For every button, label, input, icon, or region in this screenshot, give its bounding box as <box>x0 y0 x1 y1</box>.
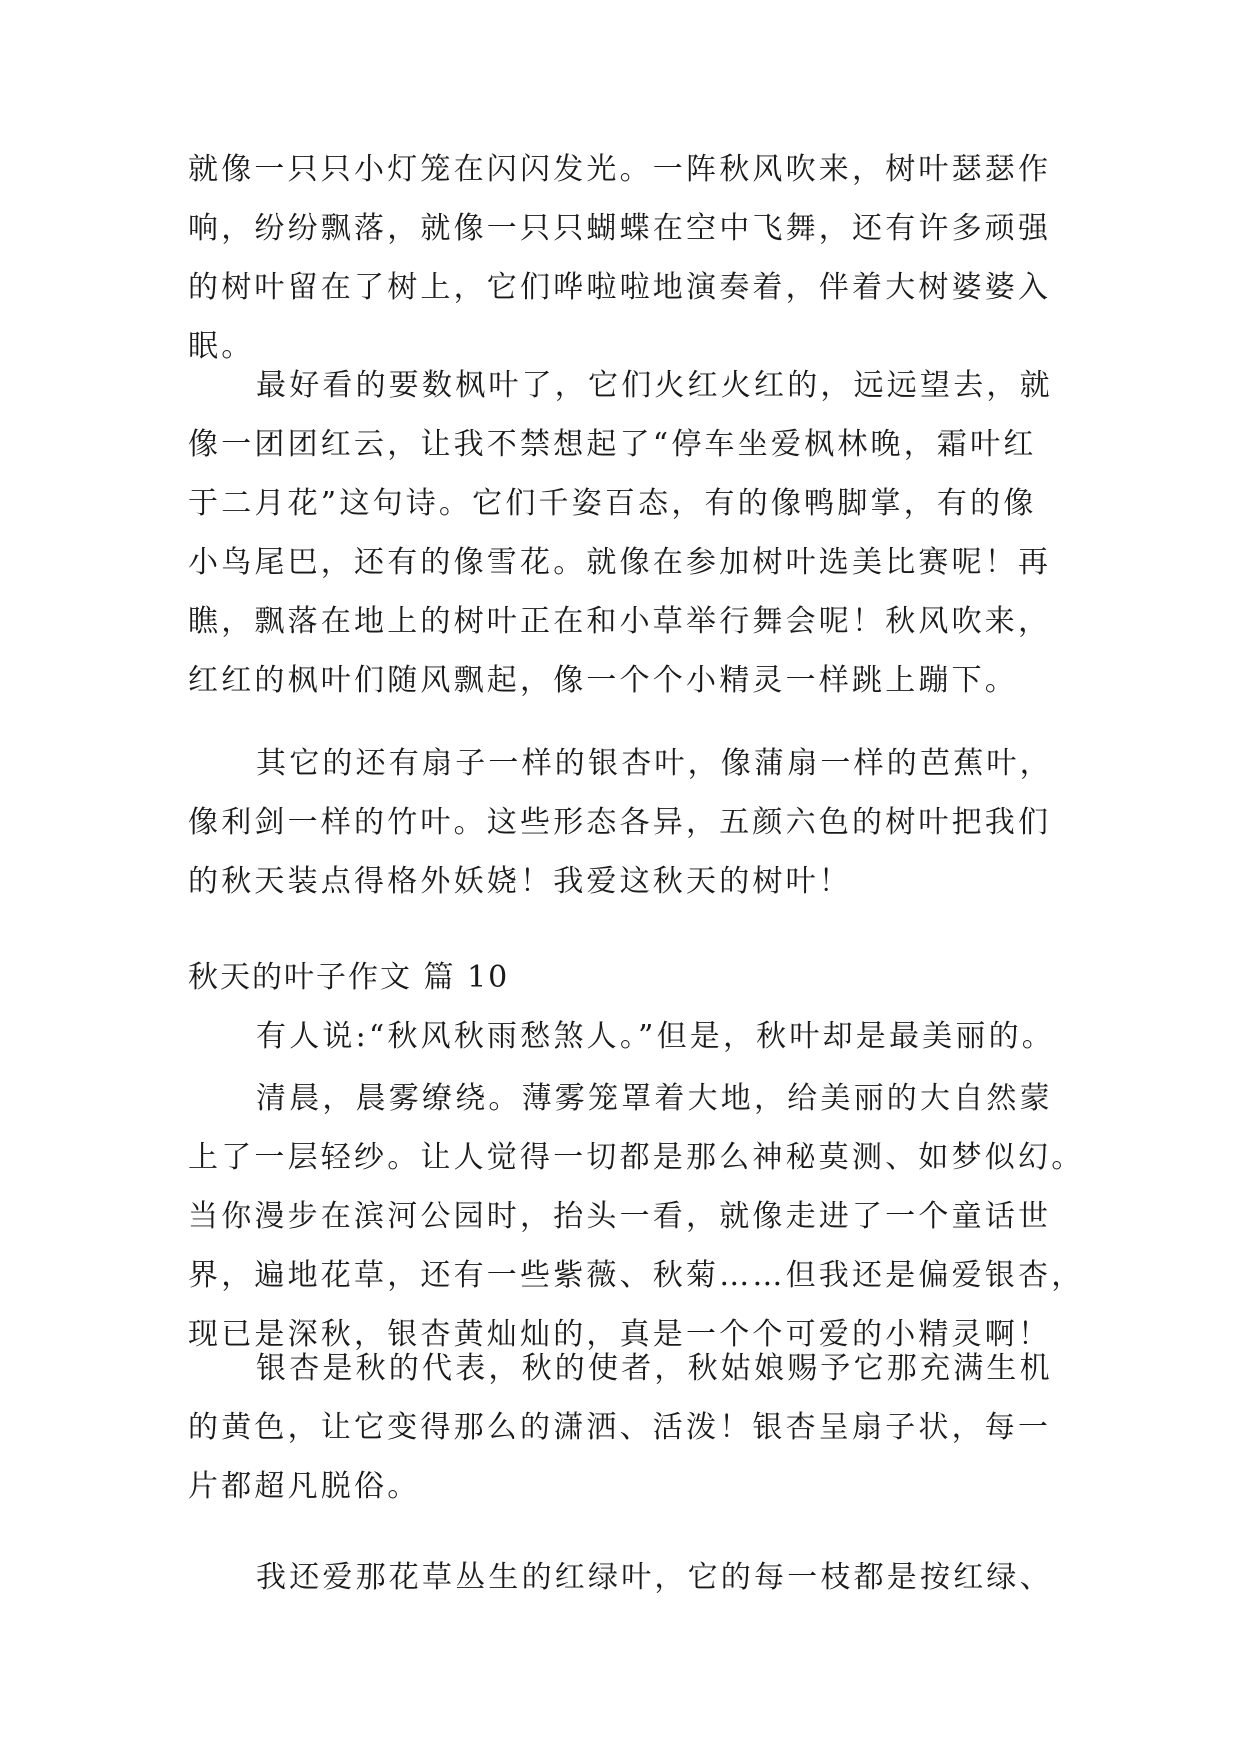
text-line: 眠。 <box>188 329 255 364</box>
paragraph-maple-leaves <box>188 356 1068 710</box>
paragraph-red-green-leaves <box>188 1548 1068 1607</box>
paragraph-other-leaves <box>188 734 1068 911</box>
text-line: 银杏是秋的代表，秋的使者，秋姑娘赐予它那充满生机 <box>256 1351 1053 1386</box>
paragraph-intro-quote <box>188 1007 1068 1066</box>
text-line: 的秋天装点得格外妖娆！我爱这秋天的树叶！ <box>188 864 852 899</box>
text-line: 清晨，晨雾缭绕。薄雾笼罩着大地，给美丽的大自然蒙 <box>256 1081 1053 1116</box>
text-line: 的黄色，让它变得那么的潇洒、活泼！银杏呈扇子状，每一 <box>188 1410 1052 1445</box>
text-line: 响，纷纷飘落，就像一只只蝴蝶在空中飞舞，还有许多顽强 <box>188 211 1052 246</box>
text-line: 像利剑一样的竹叶。这些形态各异，五颜六色的树叶把我们 <box>188 805 1052 840</box>
text-line: 界，遍地花草，还有一些紫薇、秋菊……但我还是偏爱银杏， <box>188 1258 1085 1293</box>
text-line: 于二月花”这句诗。它们千姿百态，有的像鸭脚掌，有的像 <box>188 486 1037 521</box>
text-line: 最好看的要数枫叶了，它们火红火红的，远远望去，就 <box>256 368 1053 403</box>
paragraph-morning-mist <box>188 1069 1085 1364</box>
text-line: 瞧，飘落在地上的树叶正在和小草举行舞会呢！秋风吹来， <box>188 604 1052 639</box>
text-line: 现已是深秋，银杏黄灿灿的，真是一个个可爱的小精灵啊！ <box>188 1317 1052 1352</box>
text-line: 片都超凡脱俗。 <box>188 1469 421 1504</box>
paragraph-lanterns <box>188 140 1068 376</box>
text-line: 上了一层轻纱。让人觉得一切都是那么神秘莫测、如梦似幻。 <box>188 1140 1085 1175</box>
text-line: 其它的还有扇子一样的银杏叶，像蒲扇一样的芭蕉叶， <box>256 746 1053 781</box>
text-line: 当你漫步在滨河公园时，抬头一看，就像走进了一个童话世 <box>188 1199 1052 1234</box>
text-line: 小鸟尾巴，还有的像雪花。就像在参加树叶选美比赛呢！再 <box>188 545 1052 580</box>
text-line: 就像一只只小灯笼在闪闪发光。一阵秋风吹来，树叶瑟瑟作 <box>188 152 1052 187</box>
text-line: 像一团团红云，让我不禁想起了“停车坐爱枫林晚，霜叶红 <box>188 427 1037 462</box>
paragraph-ginkgo <box>188 1339 1068 1516</box>
text-line: 红红的枫叶们随风飘起，像一个个小精灵一样跳上蹦下。 <box>188 663 1018 698</box>
text-line: 的树叶留在了树上，它们哗啦啦地演奏着，伴着大树婆婆入 <box>188 270 1052 305</box>
text-line: 有人说:“秋风秋雨愁煞人。”但是，秋叶却是最美丽的。 <box>256 1019 1055 1054</box>
text-line: 我还爱那花草丛生的红绿叶，它的每一枝都是按红绿、 <box>256 1560 1053 1595</box>
essay-heading: 秋天的叶子作文 篇 10 <box>188 960 510 995</box>
